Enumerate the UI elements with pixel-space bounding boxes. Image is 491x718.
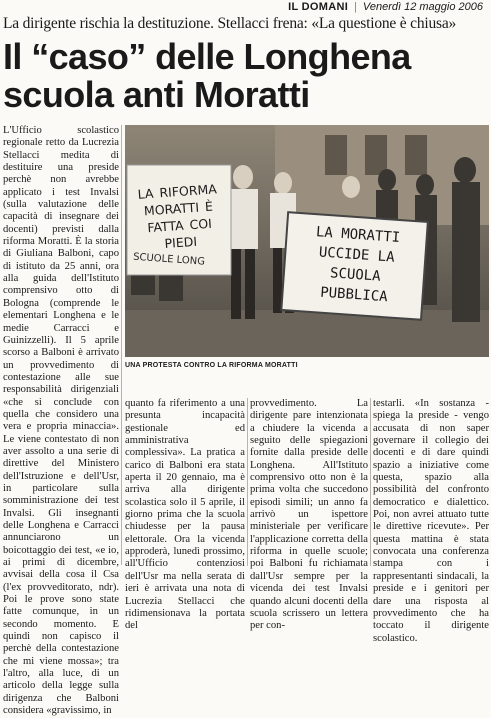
column-divider <box>370 398 371 566</box>
section-name: IL DOMANI <box>288 1 349 13</box>
issue-date: Venerdì 12 maggio 2006 <box>362 1 483 13</box>
column-divider <box>247 398 248 566</box>
article-column-3: provvedimento. La dirigente pare intenzionata a chiudere la vicenda a seguito delle spiegazioni fornite dalla preside delle Longhena. All'Istituto comprensivo otto non è la prima volta che succedono episodi simili; un anno fa arrivò un ispettore ministeriale per verificare l'applicazione corretta della riforma in quelle scuole; poi Balboni fu richiamata dall'Usr sempre per la vicenda dei test Invalsi quando alcuni docenti della scuola scrissero un lettera per con- <box>250 398 368 632</box>
article-subhead: La dirigente rischia la destituzione. Stellacci frena: «La questione è chiusa» <box>3 15 457 32</box>
column-divider <box>121 125 122 565</box>
sign-left-text: LA RIFORMA MORATTI È FATTA COI PIEDI <box>137 181 218 252</box>
article-column-4: testarli. «In sostanza - spiega la preside - vengo accusata di non saper governare il collegio dei docenti e di dare quindi spazio a iniziative come questa, spazio alla possibilità del confronto democratico e dialettico. Poi, non avrei attuato tutte le direttive ricevute». Per questa mattina è stata convocata una conferenza stampa con i rappresentanti sindacali, la preside e i genitori per dare una risposta al provvedimento che ha toccato il dirigente scolastico. <box>373 398 489 644</box>
header-separator: | <box>354 1 357 13</box>
sign-left-bottom-text: SCUOLE LONG <box>132 251 206 268</box>
article-column-1: L'Ufficio scolastico regionale retto da Lucrezia Stellacci medita di destituire una preside perchè non avrebbe applicato i test Invalsi (sulla valutazione delle capacità di insegnare dei docenti) previsti dalla riforma Moratti. È la storia di Giuliana Balboni, capo di istituto da 25 anni, ora alla guida dell'Istituto comprensivo otto di Bologna (comprende le elementari Longhena e le medie Carracci e Guinizzelli). Il 5 aprile scorso a Balboni è arrivato un provvedimento di contestazione alle sue responsabilità dirigenziali «che si conclude con quella che considero una vera e propria minaccia». Le viene contestato di non aver assolto a una serie di direttive del Ministero dell'Istruzione e dell'Usr, in particolare sulla somministrazione dei test Invalsi. Gli insegnanti delle Longhena e Carracci annunciarono un boicottaggio dei test, «e io, ai primi di dicembre, avvisai della cosa il Csa (l'ex provveditorato, ndr). Poi le prove sono state fatte comunque, in un secondo momento. E quindi non capisco il perchè della contestazione che mi viene mossa»; tra l'altro, alla luce, di un articolo della legge sulla dirigenza che Balboni considera «gravissimo, in <box>3 125 119 717</box>
article-headline: Il “caso” delle Longhena scuola anti Moratti <box>3 36 411 115</box>
sign-right-text: LA MORATTI UCCIDE LA SCUOLA PUBBLICA <box>315 224 401 306</box>
page-header <box>0 0 491 14</box>
protest-photo <box>125 125 489 357</box>
photo-caption: UNA PROTESTA CONTRO LA RIFORMA MORATTI <box>125 362 298 369</box>
article-column-2: quanto fa riferimento a una presunta incapacità gestionale ed amministrativa complessiva». La pratica a carico di Balboni era stata aperta il 20 gennaio, ma è arriva alla dirigente scolastica solo il 5 aprile, il giorno prima che la scuola chiudesse per la pausa elettorale. Ora la vicenda approderà, lunedì prossimo, all'Ufficio contenziosi dell'Usr ma nella serata di ieri è arrivata una nota di Lucrezia Stellacci che ridimensionava la portata del <box>125 398 245 632</box>
